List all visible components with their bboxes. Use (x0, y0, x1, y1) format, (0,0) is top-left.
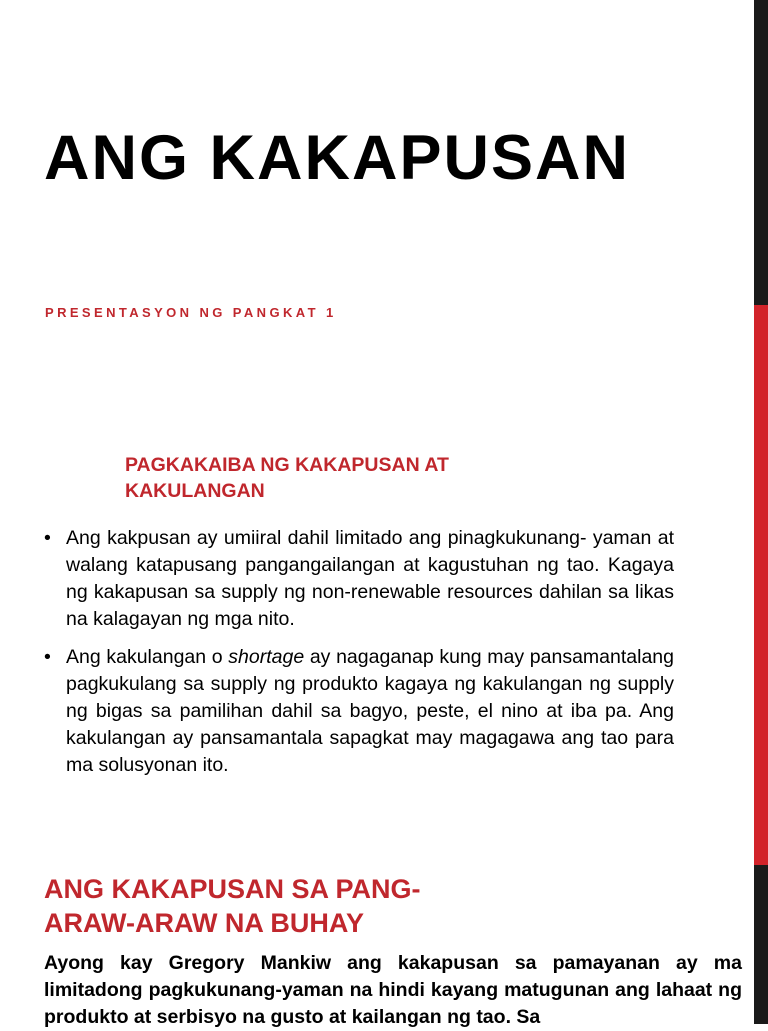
side-bar-dark-top (754, 0, 768, 305)
slide1-subtitle: PRESENTASYON NG PANGKAT 1 (45, 305, 337, 320)
slide2-bullet-list (44, 525, 674, 790)
slide2-heading: PAGKAKAIBA NG KAKAPUSAN AT KAKULANGAN (125, 454, 449, 502)
bullet-item (44, 644, 674, 779)
slide3-heading: ANG KAKAPUSAN SA PANG-ARAW-ARAW NA BUHAY (44, 874, 421, 938)
bullet-text-before: Ang kakulangan o (66, 646, 229, 668)
bullet-text: Ang kakpusan ay umiiral dahil limitado ang pinagkukunang- yaman at walang katapusang pangangailangan at kagustuhan ng tao. Kagaya ng kakapusan sa supply ng non-renewable resources dahilan sa likas na kalagayan ng mga nito. (66, 527, 674, 630)
slide1-title: ANG KAKAPUSAN (44, 123, 631, 193)
bullet-item (44, 525, 674, 633)
slide3-body: Ayong kay Gregory Mankiw ang kakapusan sa pamayanan ay ma limitadong pagkukunang-yaman na hindi kayang matugunan ang lahaat ng produkto at serbisyo na gusto at kailangan ng tao. Sa (44, 952, 742, 1028)
bullet-text-italic: shortage (228, 646, 305, 668)
bullet-dot-icon: • (44, 527, 51, 549)
bullet-text-after: ay nagaganap kung may pansamantalang pagkukulang sa supply ng produkto kagaya ng kakulangan ng supply ng bigas sa pamilihan dahil sa bagyo, peste, el nino at iba pa. Ang kakulangan ay pansamantala sapagkat may magagawa ang tao para ma solusyonan ito. (66, 646, 674, 776)
side-bar-dark-bottom (754, 865, 768, 1024)
bullet-dot-icon: • (44, 646, 51, 668)
side-accent-bar (754, 0, 768, 1024)
side-bar-red-mid (754, 305, 768, 865)
